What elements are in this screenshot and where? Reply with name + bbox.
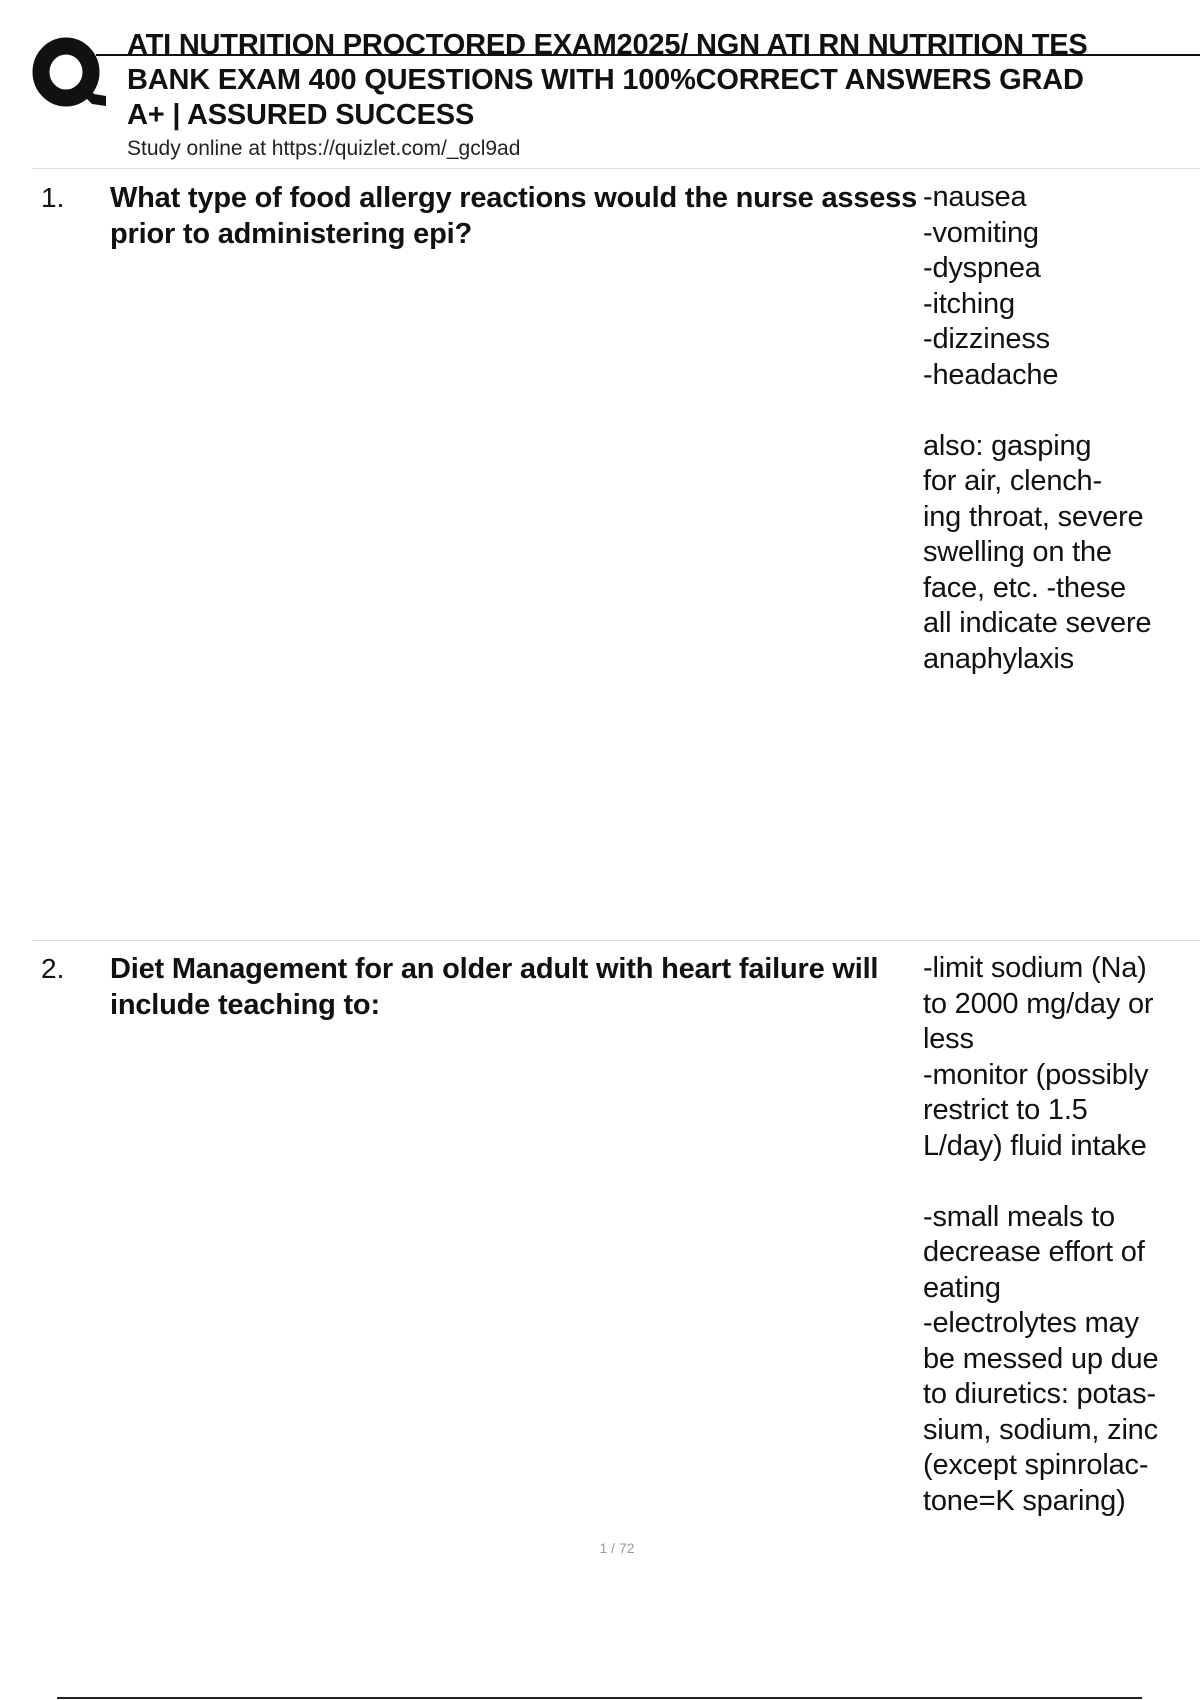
answer-line: for air, clench- xyxy=(923,465,1102,497)
answer-line: -nausea xyxy=(923,181,1027,213)
answer-line: L/day) fluid intake xyxy=(923,1129,1147,1162)
document-header xyxy=(127,28,1200,163)
card-number: 1. xyxy=(41,182,65,213)
answer-line: be messed up due xyxy=(923,1342,1159,1375)
answer-line: to 2000 mg/day or xyxy=(923,987,1154,1020)
card-divider xyxy=(32,940,1200,941)
answer-line: decrease effort of xyxy=(923,1236,1145,1268)
answer-gap xyxy=(923,1164,1193,1200)
answer-line: -small meals to xyxy=(923,1200,1115,1233)
answer-line: swelling on the xyxy=(923,536,1112,568)
title-line: BANK EXAM 400 QUESTIONS WITH 100%CORRECT ANSWERS GRAD xyxy=(127,64,1084,96)
answer-line: also: gasping xyxy=(923,429,1092,462)
card-answer xyxy=(923,180,1193,677)
title-line: ATI NUTRITION PROCTORED EXAM2025/ NGN ATI RN NUTRITION TES xyxy=(127,29,1088,61)
header-divider xyxy=(32,168,1200,169)
answer-line: -dizziness xyxy=(923,323,1050,355)
answer-line: -monitor (possibly xyxy=(923,1058,1149,1091)
card-question: Diet Management for an older adult with heart failure will include teaching to: xyxy=(110,953,879,1021)
title-line: A+ | ASSURED SUCCESS xyxy=(127,99,475,131)
answer-line: -dyspnea xyxy=(923,252,1041,284)
answer-line: -limit sodium (Na) xyxy=(923,952,1147,984)
answer-line: ing throat, severe xyxy=(923,500,1144,533)
answer-line: (except spinrolac- xyxy=(923,1449,1149,1481)
answer-line: restrict to 1.5 xyxy=(923,1094,1088,1126)
answer-line: -electrolytes may xyxy=(923,1307,1139,1339)
answer-line: all indicate severe xyxy=(923,607,1152,639)
card-number: 2. xyxy=(41,953,65,984)
answer-line: less xyxy=(923,1023,974,1055)
answer-line: -vomiting xyxy=(923,216,1039,249)
card-answer xyxy=(923,951,1193,1519)
page-bottom-rule xyxy=(57,1697,1142,1699)
answer-line: eating xyxy=(923,1271,1001,1304)
answer-line: -headache xyxy=(923,358,1059,391)
answer-line: sium, sodium, zinc xyxy=(923,1413,1158,1446)
answer-line: anaphylaxis xyxy=(923,642,1074,675)
answer-line: -itching xyxy=(923,287,1015,320)
page-number: 1 / 72 xyxy=(599,1540,635,1556)
answer-line: to diuretics: potas- xyxy=(923,1378,1156,1410)
quizlet-q-logo-icon xyxy=(32,34,106,112)
answer-line: tone=K sparing) xyxy=(923,1484,1126,1517)
study-online-link[interactable]: Study online at https://quizlet.com/_gcl9ad xyxy=(127,137,521,160)
answer-gap xyxy=(923,393,1193,429)
answer-line: face, etc. -these xyxy=(923,571,1126,604)
card-question: What type of food allergy reactions would the nurse assess prior to administering epi? xyxy=(110,182,918,250)
